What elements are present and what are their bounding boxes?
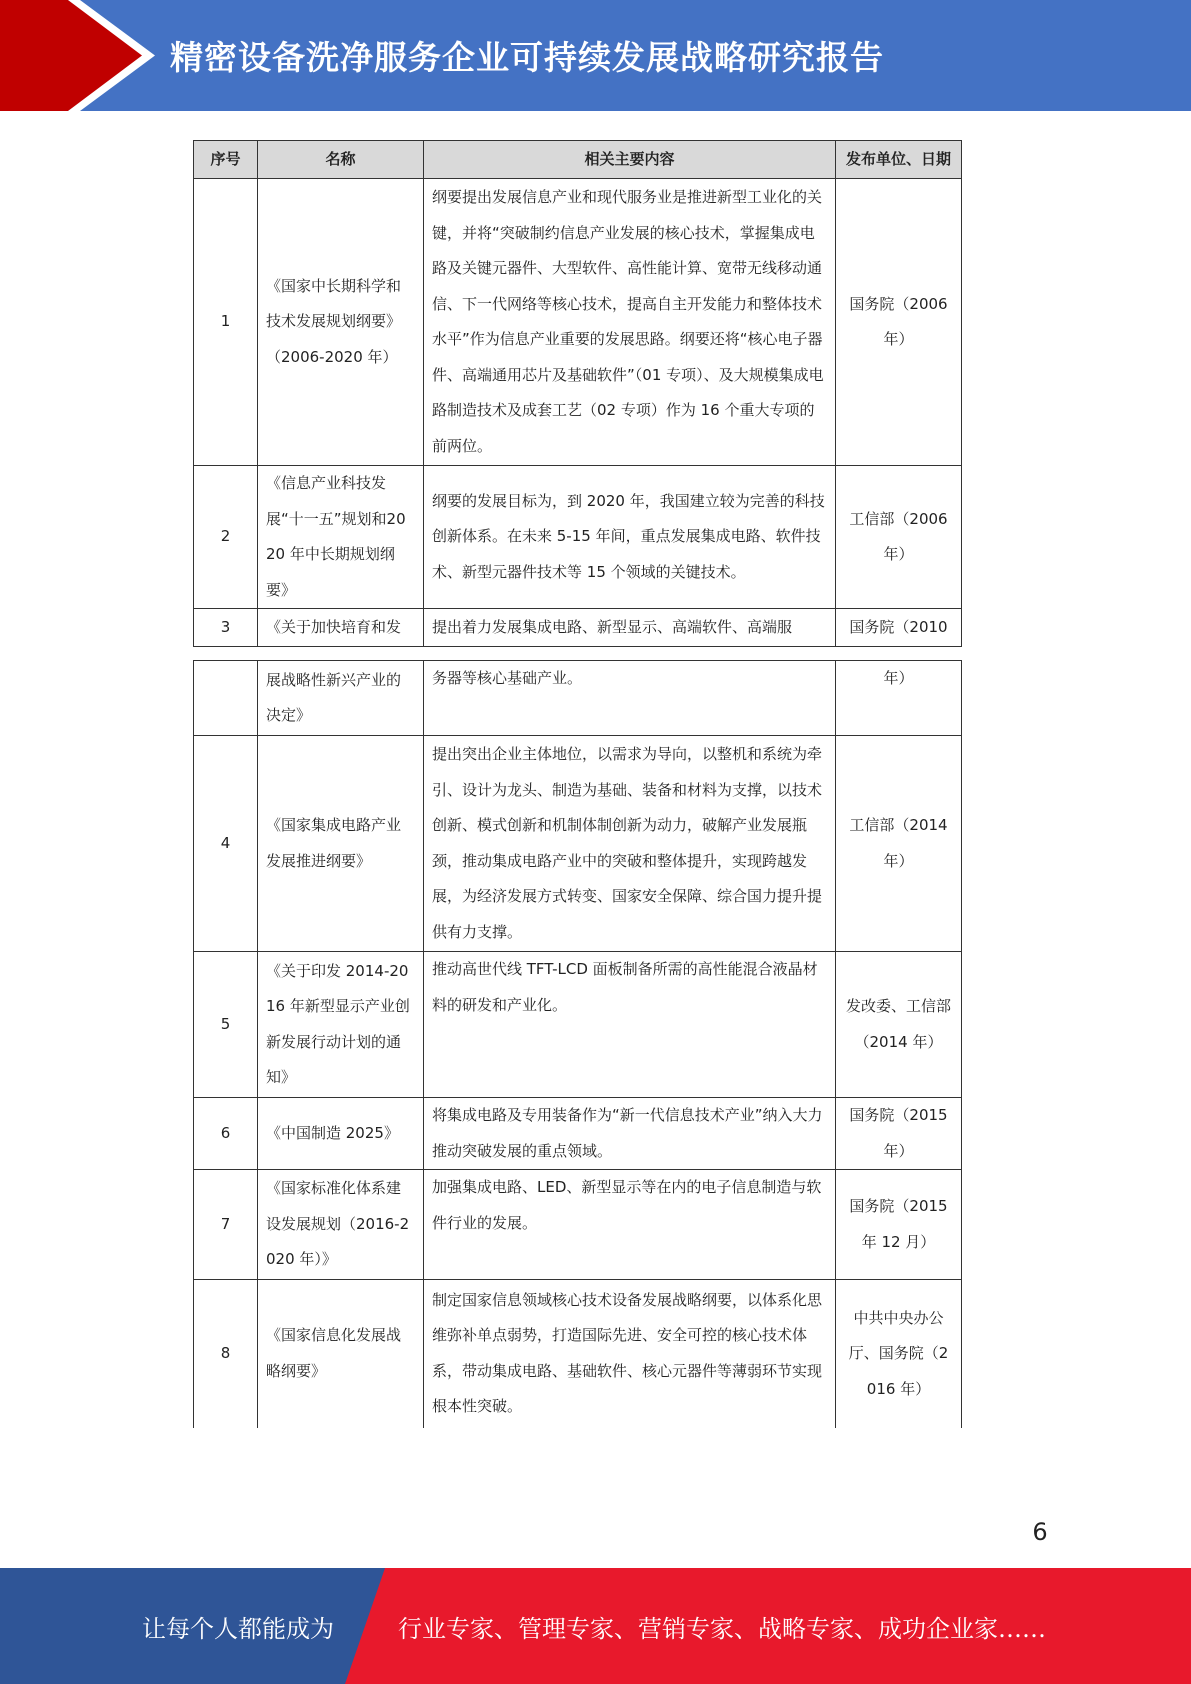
header-banner [0,0,1191,111]
row-no-continued [194,661,258,736]
header-name: 名称 [258,141,424,179]
row-content: 提出着力发展集成电路、新型显示、高端软件、高端服 [424,609,836,647]
row-name: 《关于印发 2014-2016 年新型显示产业创新发展行动计划的通知》 [258,952,424,1098]
row-no: 2 [194,466,258,609]
row-publisher: 国务院（2015 年 12 月） [836,1170,962,1280]
table-row [194,609,962,647]
header-publisher: 发布单位、日期 [836,141,962,179]
policy-table-part-1 [193,140,962,647]
report-title: 精密设备洗净服务企业可持续发展战略研究报告 [170,38,884,77]
row-name: 《国家标准化体系建设发展规划（2016-2020 年）》 [258,1170,424,1280]
row-no: 7 [194,1170,258,1280]
row-publisher: 中共中央办公厅、国务院（2016 年） [836,1280,962,1428]
footer-banner [0,1568,1191,1684]
table-row [194,1280,962,1428]
row-publisher: 国务院（2010 [836,609,962,647]
row-content: 推动高世代线 TFT-LCD 面板制备所需的高性能混合液晶材料的研发和产业化。 [424,952,836,1098]
row-content: 制定国家信息领域核心技术设备发展战略纲要，以体系化思维弥补单点弱势，打造国际先进、安全可控的核心技术体系，带动集成电路、基础软件、核心元器件等薄弱环节实现根本性突破。 [424,1280,836,1428]
row-no: 1 [194,179,258,466]
policy-table-part-2 [193,660,962,1428]
table-row [194,179,962,466]
row-content: 纲要的发展目标为，到 2020 年，我国建立较为完善的科技创新体系。在未来 5-15 年间，重点发展集成电路、软件技术、新型元器件技术等 15 个领域的关键技术。 [424,466,836,609]
row-no: 5 [194,952,258,1098]
row-publisher: 年） [836,661,962,736]
row-content: 将集成电路及专用装备作为“新一代信息技术产业”纳入大力推动突破发展的重点领域。 [424,1098,836,1170]
row-name: 《国家中长期科学和技术发展规划纲要》（2006-2020 年） [258,179,424,466]
row-no: 6 [194,1098,258,1170]
header-content: 相关主要内容 [424,141,836,179]
table-row [194,1098,962,1170]
row-content: 务器等核心基础产业。 [424,661,836,736]
table-row [194,1170,962,1280]
row-no: 3 [194,609,258,647]
row-publisher: 国务院（2006 年） [836,179,962,466]
row-content: 纲要提出发展信息产业和现代服务业是推进新型工业化的关键，并将“突破制约信息产业发展的核心技术，掌握集成电路及关键元器件、大型软件、高性能计算、宽带无线移动通信、下一代网络等核心技术，提高自主开发能力和整体技术水平”作为信息产业重要的发展思路。纲要还将“核心电子器件、高端通用芯片及基础软件”（01 专项）、及大规模集成电路制造技术及成套工艺（02 专项）作为 16 个重大专项的前两位。 [424,179,836,466]
footer-slogan-left: 让每个人都能成为 [142,1614,334,1643]
row-no: 8 [194,1280,258,1428]
row-name: 《关于加快培育和发 [258,609,424,647]
row-name: 《中国制造 2025》 [258,1098,424,1170]
row-publisher: 发改委、工信部（2014 年） [836,952,962,1098]
row-name: 《国家集成电路产业发展推进纲要》 [258,736,424,952]
table-row [194,952,962,1098]
row-name: 展战略性新兴产业的决定》 [258,661,424,736]
table-header-row [194,141,962,179]
row-no: 4 [194,736,258,952]
row-content: 提出突出企业主体地位，以需求为导向，以整机和系统为牵引、设计为龙头、制造为基础、装备和材料为支撑，以技术创新、模式创新和机制体制创新为动力，破解产业发展瓶颈，推动集成电路产业中的突破和整体提升，实现跨越发展，为经济发展方式转变、国家安全保障、综合国力提升提供有力支撑。 [424,736,836,952]
row-content: 加强集成电路、LED、新型显示等在内的电子信息制造与软件行业的发展。 [424,1170,836,1280]
header-no: 序号 [194,141,258,179]
page-number: 6 [1032,1518,1048,1546]
row-name: 《国家信息化发展战略纲要》 [258,1280,424,1428]
footer-slogan-right: 行业专家、管理专家、营销专家、战略专家、成功企业家…… [398,1614,1046,1643]
row-name: 《信息产业科技发展“十一五”规划和2020 年中长期规划纲要》 [258,466,424,609]
table-row [194,466,962,609]
table-row [194,736,962,952]
chevron-arrow-icon [0,0,155,111]
row-publisher: 国务院（2015 年） [836,1098,962,1170]
row-publisher: 工信部（2014 年） [836,736,962,952]
row-publisher: 工信部（2006 年） [836,466,962,609]
table-row [194,661,962,736]
